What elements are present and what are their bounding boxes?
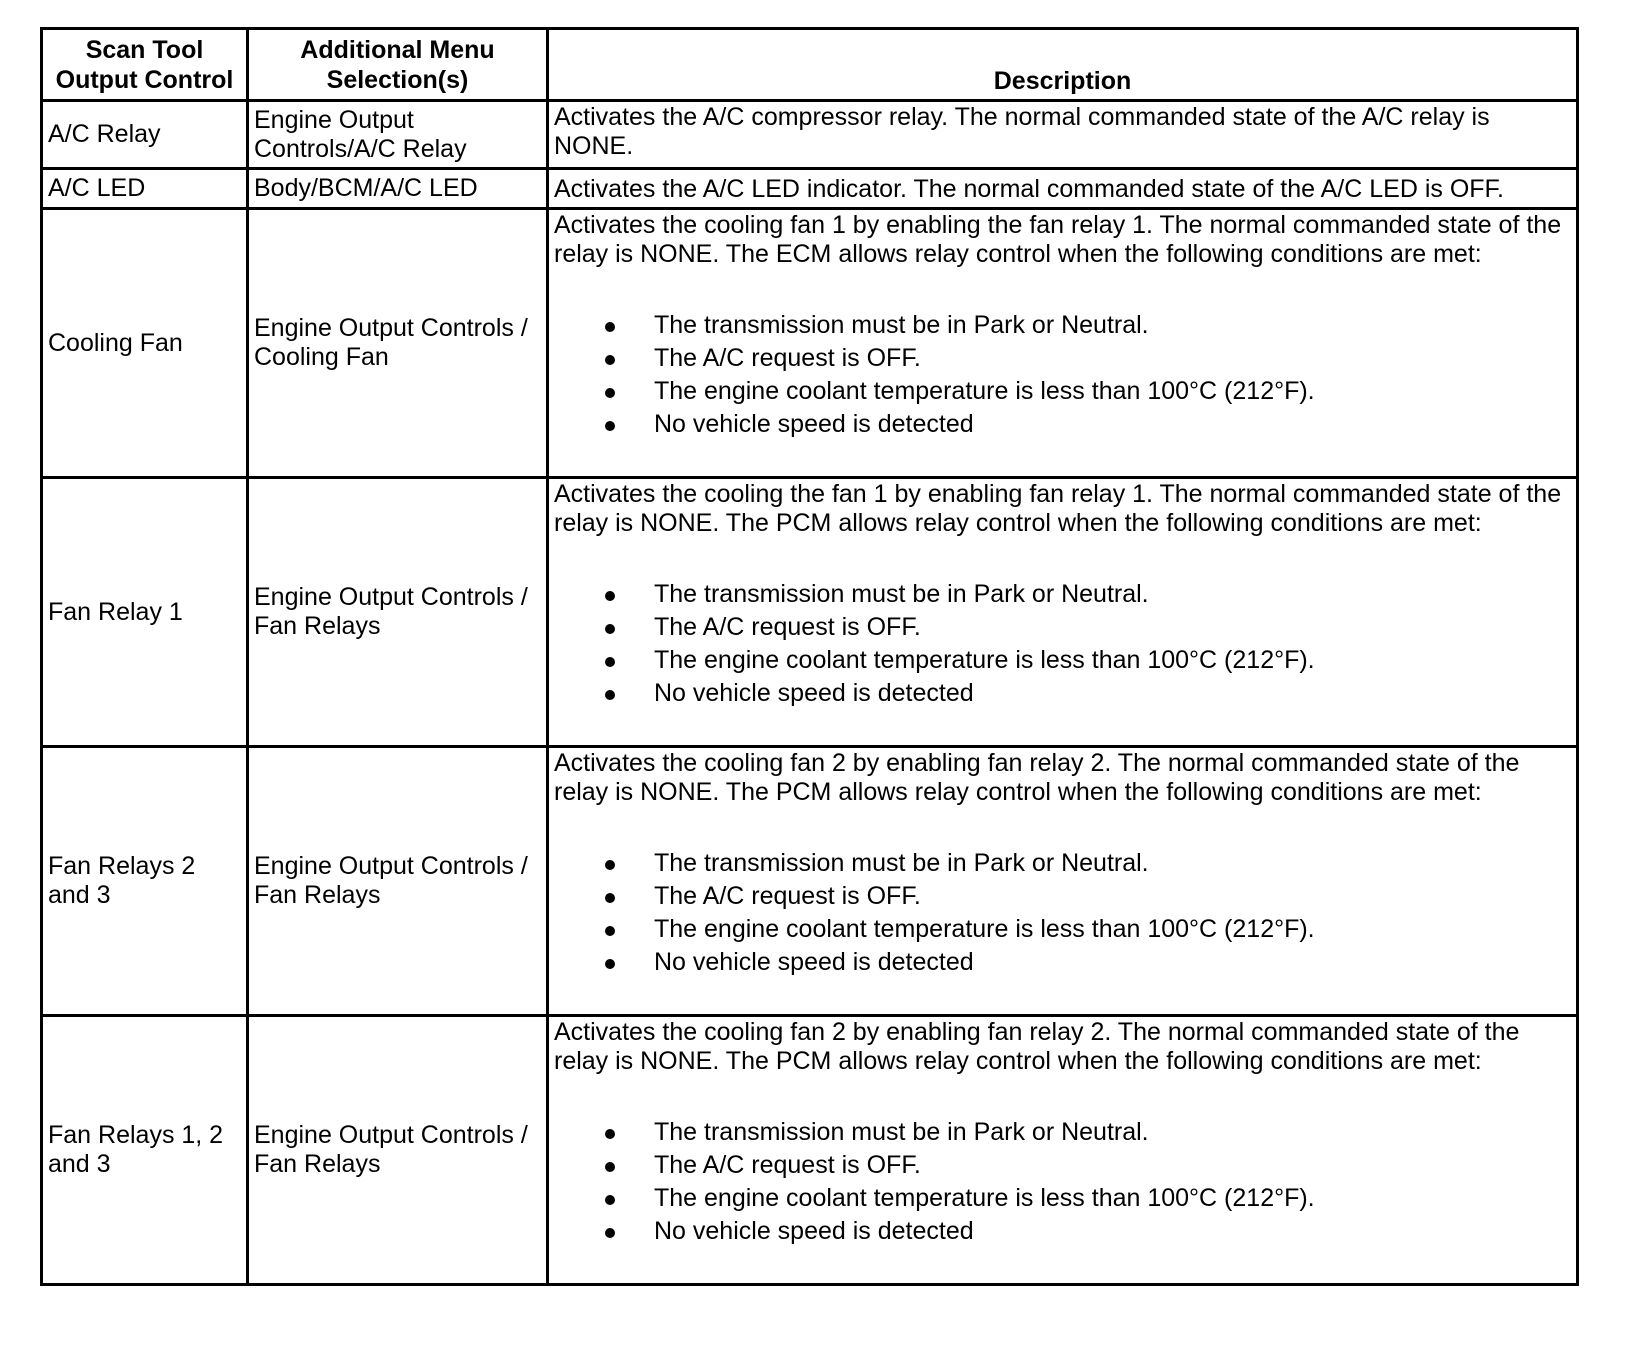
list-item (554, 1182, 1568, 1215)
bullet-icon (605, 959, 615, 969)
list-item (554, 847, 1568, 880)
menu-cell: Engine Output Controls / Fan Relays (248, 478, 548, 747)
description-intro: Activates the cooling fan 2 by enabling fan relay 2. The normal commanded state of the relay is NONE. The PCM allows relay control when the following conditions are met: (554, 749, 1520, 806)
header-col1-line2: Output Control (55, 65, 234, 94)
bullet-icon (605, 421, 615, 431)
description-cell: Activates the A/C compressor relay. The normal commanded state of the A/C relay is NONE. (548, 101, 1578, 169)
control-cell: A/C LED (42, 169, 248, 209)
header-description: Description (548, 29, 1578, 101)
description-cell (548, 478, 1578, 747)
list-item (554, 408, 1568, 441)
condition-text: The A/C request is OFF. (654, 613, 921, 641)
description-cell (548, 1016, 1578, 1285)
description-intro: Activates the cooling fan 1 by enabling the fan relay 1. The normal commanded state of the relay is NONE. The ECM allows relay control when the following conditions are met: (554, 211, 1562, 268)
bullet-icon (605, 690, 615, 700)
header-col2-line1: Additional Menu (300, 35, 495, 64)
description-intro: Activates the cooling the fan 1 by enabling fan relay 1. The normal commanded state of the relay is NONE. The PCM allows relay control when the following conditions are met: (554, 480, 1562, 537)
description-cell (548, 747, 1578, 1016)
conditions-list (554, 847, 1568, 979)
condition-text: The engine coolant temperature is less than 100°C (212°F). (654, 915, 1315, 943)
header-scan-tool-output-control (42, 29, 248, 101)
bullet-icon (605, 591, 615, 601)
table-row (42, 747, 1578, 1016)
menu-cell: Engine Output Controls / Cooling Fan (248, 209, 548, 478)
condition-text: The A/C request is OFF. (654, 882, 921, 910)
control-cell: Fan Relays 2 and 3 (42, 747, 248, 1016)
conditions-list (554, 1116, 1568, 1248)
condition-text: No vehicle speed is detected (654, 410, 974, 438)
list-item (554, 644, 1568, 677)
list-item (554, 611, 1568, 644)
list-item (554, 342, 1568, 375)
control-cell: Cooling Fan (42, 209, 248, 478)
condition-text: The engine coolant temperature is less than 100°C (212°F). (654, 646, 1315, 674)
list-item (554, 677, 1568, 710)
list-item (554, 946, 1568, 979)
bullet-icon (605, 322, 615, 332)
menu-cell: Engine Output Controls / Fan Relays (248, 747, 548, 1016)
control-cell: Fan Relay 1 (42, 478, 248, 747)
list-item (554, 1116, 1568, 1149)
condition-text: No vehicle speed is detected (654, 948, 974, 976)
bullet-icon (605, 1129, 615, 1139)
table-header-row (42, 29, 1578, 101)
condition-text: The engine coolant temperature is less than 100°C (212°F). (654, 1184, 1315, 1212)
list-item (554, 880, 1568, 913)
bullet-icon (605, 1195, 615, 1205)
menu-cell: Engine Output Controls / Fan Relays (248, 1016, 548, 1285)
condition-text: The A/C request is OFF. (654, 1151, 921, 1179)
bullet-icon (605, 355, 615, 365)
description-cell: Activates the A/C LED indicator. The normal commanded state of the A/C LED is OFF. (548, 169, 1578, 209)
table-row (42, 169, 1578, 209)
bullet-icon (605, 388, 615, 398)
list-item (554, 578, 1568, 611)
output-control-table (40, 27, 1579, 1286)
table-row (42, 1016, 1578, 1285)
condition-text: The transmission must be in Park or Neutral. (654, 1118, 1149, 1146)
conditions-list (554, 309, 1568, 441)
bullet-icon (605, 1228, 615, 1238)
bullet-icon (605, 893, 615, 903)
list-item (554, 375, 1568, 408)
menu-cell: Body/BCM/A/C LED (248, 169, 548, 209)
bullet-icon (605, 926, 615, 936)
condition-text: No vehicle speed is detected (654, 1217, 974, 1245)
bullet-icon (605, 657, 615, 667)
bullet-icon (605, 624, 615, 634)
description-intro: Activates the cooling fan 2 by enabling fan relay 2. The normal commanded state of the relay is NONE. The PCM allows relay control when the following conditions are met: (554, 1018, 1520, 1075)
condition-text: The A/C request is OFF. (654, 344, 921, 372)
bullet-icon (605, 860, 615, 870)
menu-cell: Engine Output Controls/A/C Relay (248, 101, 548, 169)
condition-text: The transmission must be in Park or Neutral. (654, 580, 1149, 608)
control-cell: A/C Relay (42, 101, 248, 169)
table-row (42, 101, 1578, 169)
condition-text: The transmission must be in Park or Neutral. (654, 849, 1149, 877)
condition-text: No vehicle speed is detected (654, 679, 974, 707)
header-col1-line1: Scan Tool (85, 35, 204, 64)
control-cell: Fan Relays 1, 2 and 3 (42, 1016, 248, 1285)
list-item (554, 1215, 1568, 1248)
list-item (554, 309, 1568, 342)
conditions-list (554, 578, 1568, 710)
table-row (42, 478, 1578, 747)
header-col2-line2: Selection(s) (326, 65, 469, 94)
list-item (554, 913, 1568, 946)
table-row (42, 209, 1578, 478)
list-item (554, 1149, 1568, 1182)
bullet-icon (605, 1162, 615, 1172)
description-cell (548, 209, 1578, 478)
header-additional-menu-selections (248, 29, 548, 101)
condition-text: The transmission must be in Park or Neutral. (654, 311, 1149, 339)
condition-text: The engine coolant temperature is less than 100°C (212°F). (654, 377, 1315, 405)
